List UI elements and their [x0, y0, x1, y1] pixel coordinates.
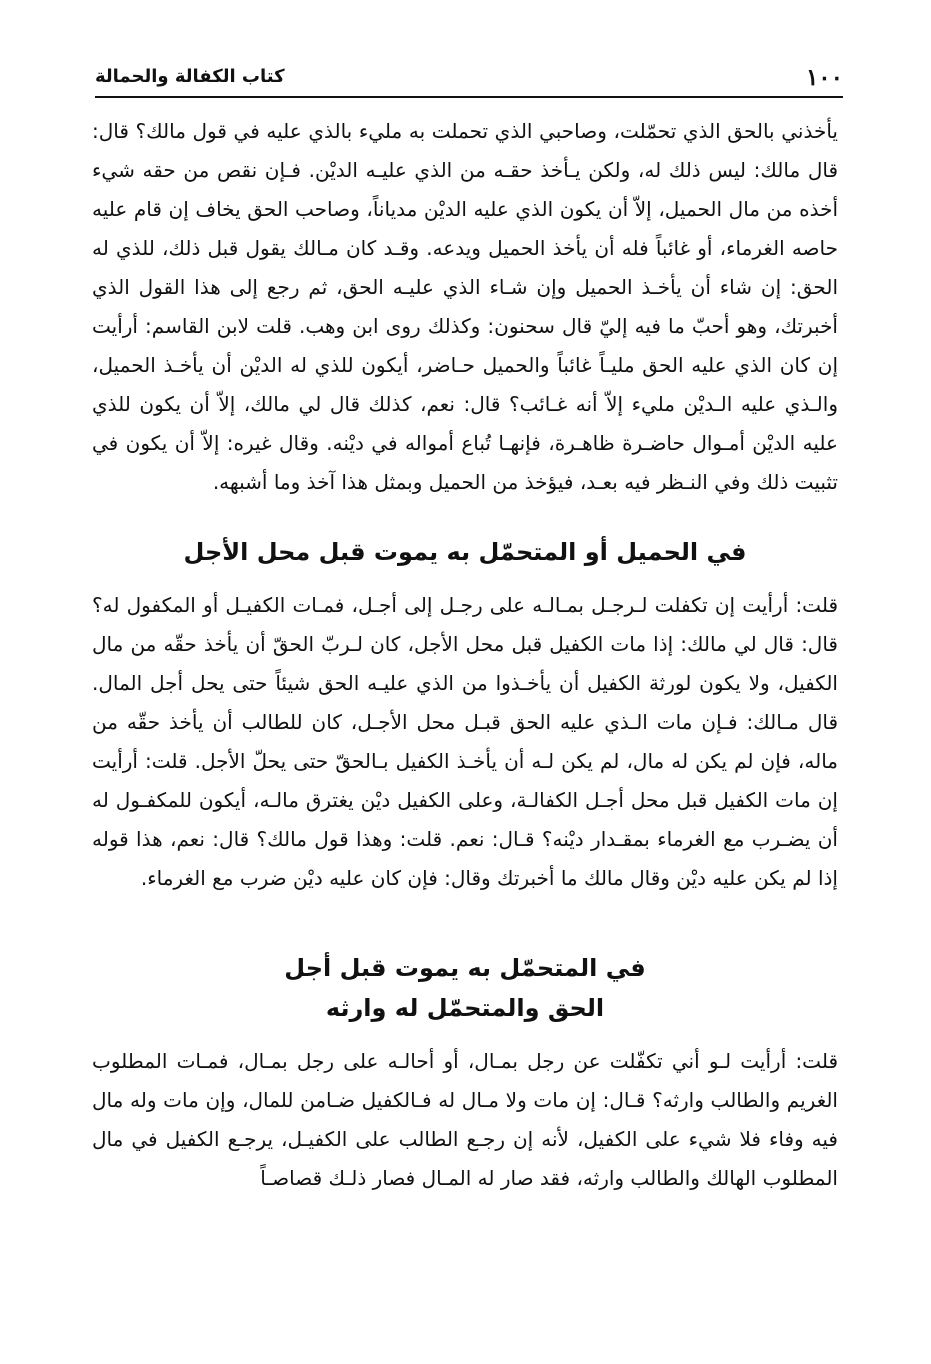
section-heading-line: في المتحمّل به يموت قبل أجل	[284, 954, 646, 982]
page-number: ١٠٠	[805, 64, 843, 91]
section-heading-line: الحق والمتحمّل له وارثه	[325, 994, 605, 1022]
section-heading	[92, 948, 838, 1028]
running-header	[95, 62, 843, 98]
body-paragraph: قلت: أرأيت لـو أني تكفّلت عن رجل بمـال، أو أحالـه على رجل بمـال، فمـات المطلوب الغريم والطالب وارثه؟ قـال: إن مات ولا مـال له فـالكفيل ضـامن للمال، وإن مات وله مال فيه وفاء فلا شيء على الكفيل، لأنه إن رجـع الطالب على الكفيـل، يرجـع الكفيل في مال المطلوب الهالك والطالب وارثه، فقد صار له المـال فصار ذلـك قصاصـاً	[92, 1049, 838, 1190]
page-body	[92, 112, 838, 1198]
body-paragraph: قلت: أرأيت إن تكفلت لـرجـل بمـالـه على رجـل إلى أجـل، فمـات الكفيـل أو المكفول له؟ قال: قال لي مالك: إذا مات الكفيل قبل محل الأجل، كان لـربّ الحقّ أن يأخذ حقّه من مال الكفيل، ولا يكون لورثة الكفيل أن يأخـذوا من الذي عليـه الحق شيئاً حتى يحل أجل المال. قال مـالك: فـإن مات الـذي عليه الحق قبـل محل الأجـل، كان للطالب أن يأخذ حقّه من ماله، فإن لم يكن له مال، لم يكن لـه أن يأخـذ الكفيل بـالحقّ حتى يحلّ الأجل. قلت: أرأيت إن مات الكفيل قبل محل أجـل الكفالـة، وعلى الكفيل ديْن يغترق مالـه، أيكون للمكفـول له أن يضـرب مع الغرماء بمقـدار ديْنه؟ قـال: نعم. قلت: وهذا قول مالك؟ قال: نعم، هذا قوله إذا لم يكن عليه ديْن وقال مالك ما أخبرتك وقال: فإن كان عليه ديْن ضرب مع الغرماء.	[92, 593, 838, 890]
body-paragraph: يأخذني بالحق الذي تحمّلت، وصاحبي الذي تحملت به مليء بالذي عليه في قول مالك؟ قال: قال مالك: ليس ذلك له، ولكن يـأخذ حقـه من الذي عليـه الديْن. فـإن نقص من حقه شيء أخذه من مال الحميل، إلاّ أن يكون الذي عليه الديْن مدياناً، وصاحب الحق يخاف إن قام عليه حاصه الغرماء، أو غائباً فله أن يأخذ الحميل ويدعه. وقـد كان مـالك يقول قبل ذلك، للذي له الحق: إن شاء أن يأخـذ الحميل وإن شـاء الذي عليـه الحق، ثم رجع إلى هذا القول الذي أخبرتك، وهو أحبّ ما فيه إليّ قال سحنون: وكذلك روى ابن وهب. قلت لابن القاسم: أرأيت إن كان الذي عليه الحق مليـاً غائباً والحميل حـاضر، أيكون للذي له الديْن أن يأخـذ الحميل، والـذي عليه الـديْن مليء إلاّ أنه غـائب؟ قال: نعم، كذلك قال لي مالك، إلاّ أن يكون للذي عليه الديْن أمـوال حاضـرة ظاهـرة، فإنهـا تُباع أمواله في ديْنه. وقال غيره: إلاّ أن يكون في تثبيت ذلك وفي النـظر فيه بعـد، فيؤخذ من الحميل وبمثل هذا آخذ وما أشبهه.	[92, 119, 838, 494]
book-title: كتاب الكفالة والحمالة	[95, 66, 285, 87]
section-heading: في الحميل أو المتحمّل به يموت قبل محل الأجل	[183, 538, 747, 566]
